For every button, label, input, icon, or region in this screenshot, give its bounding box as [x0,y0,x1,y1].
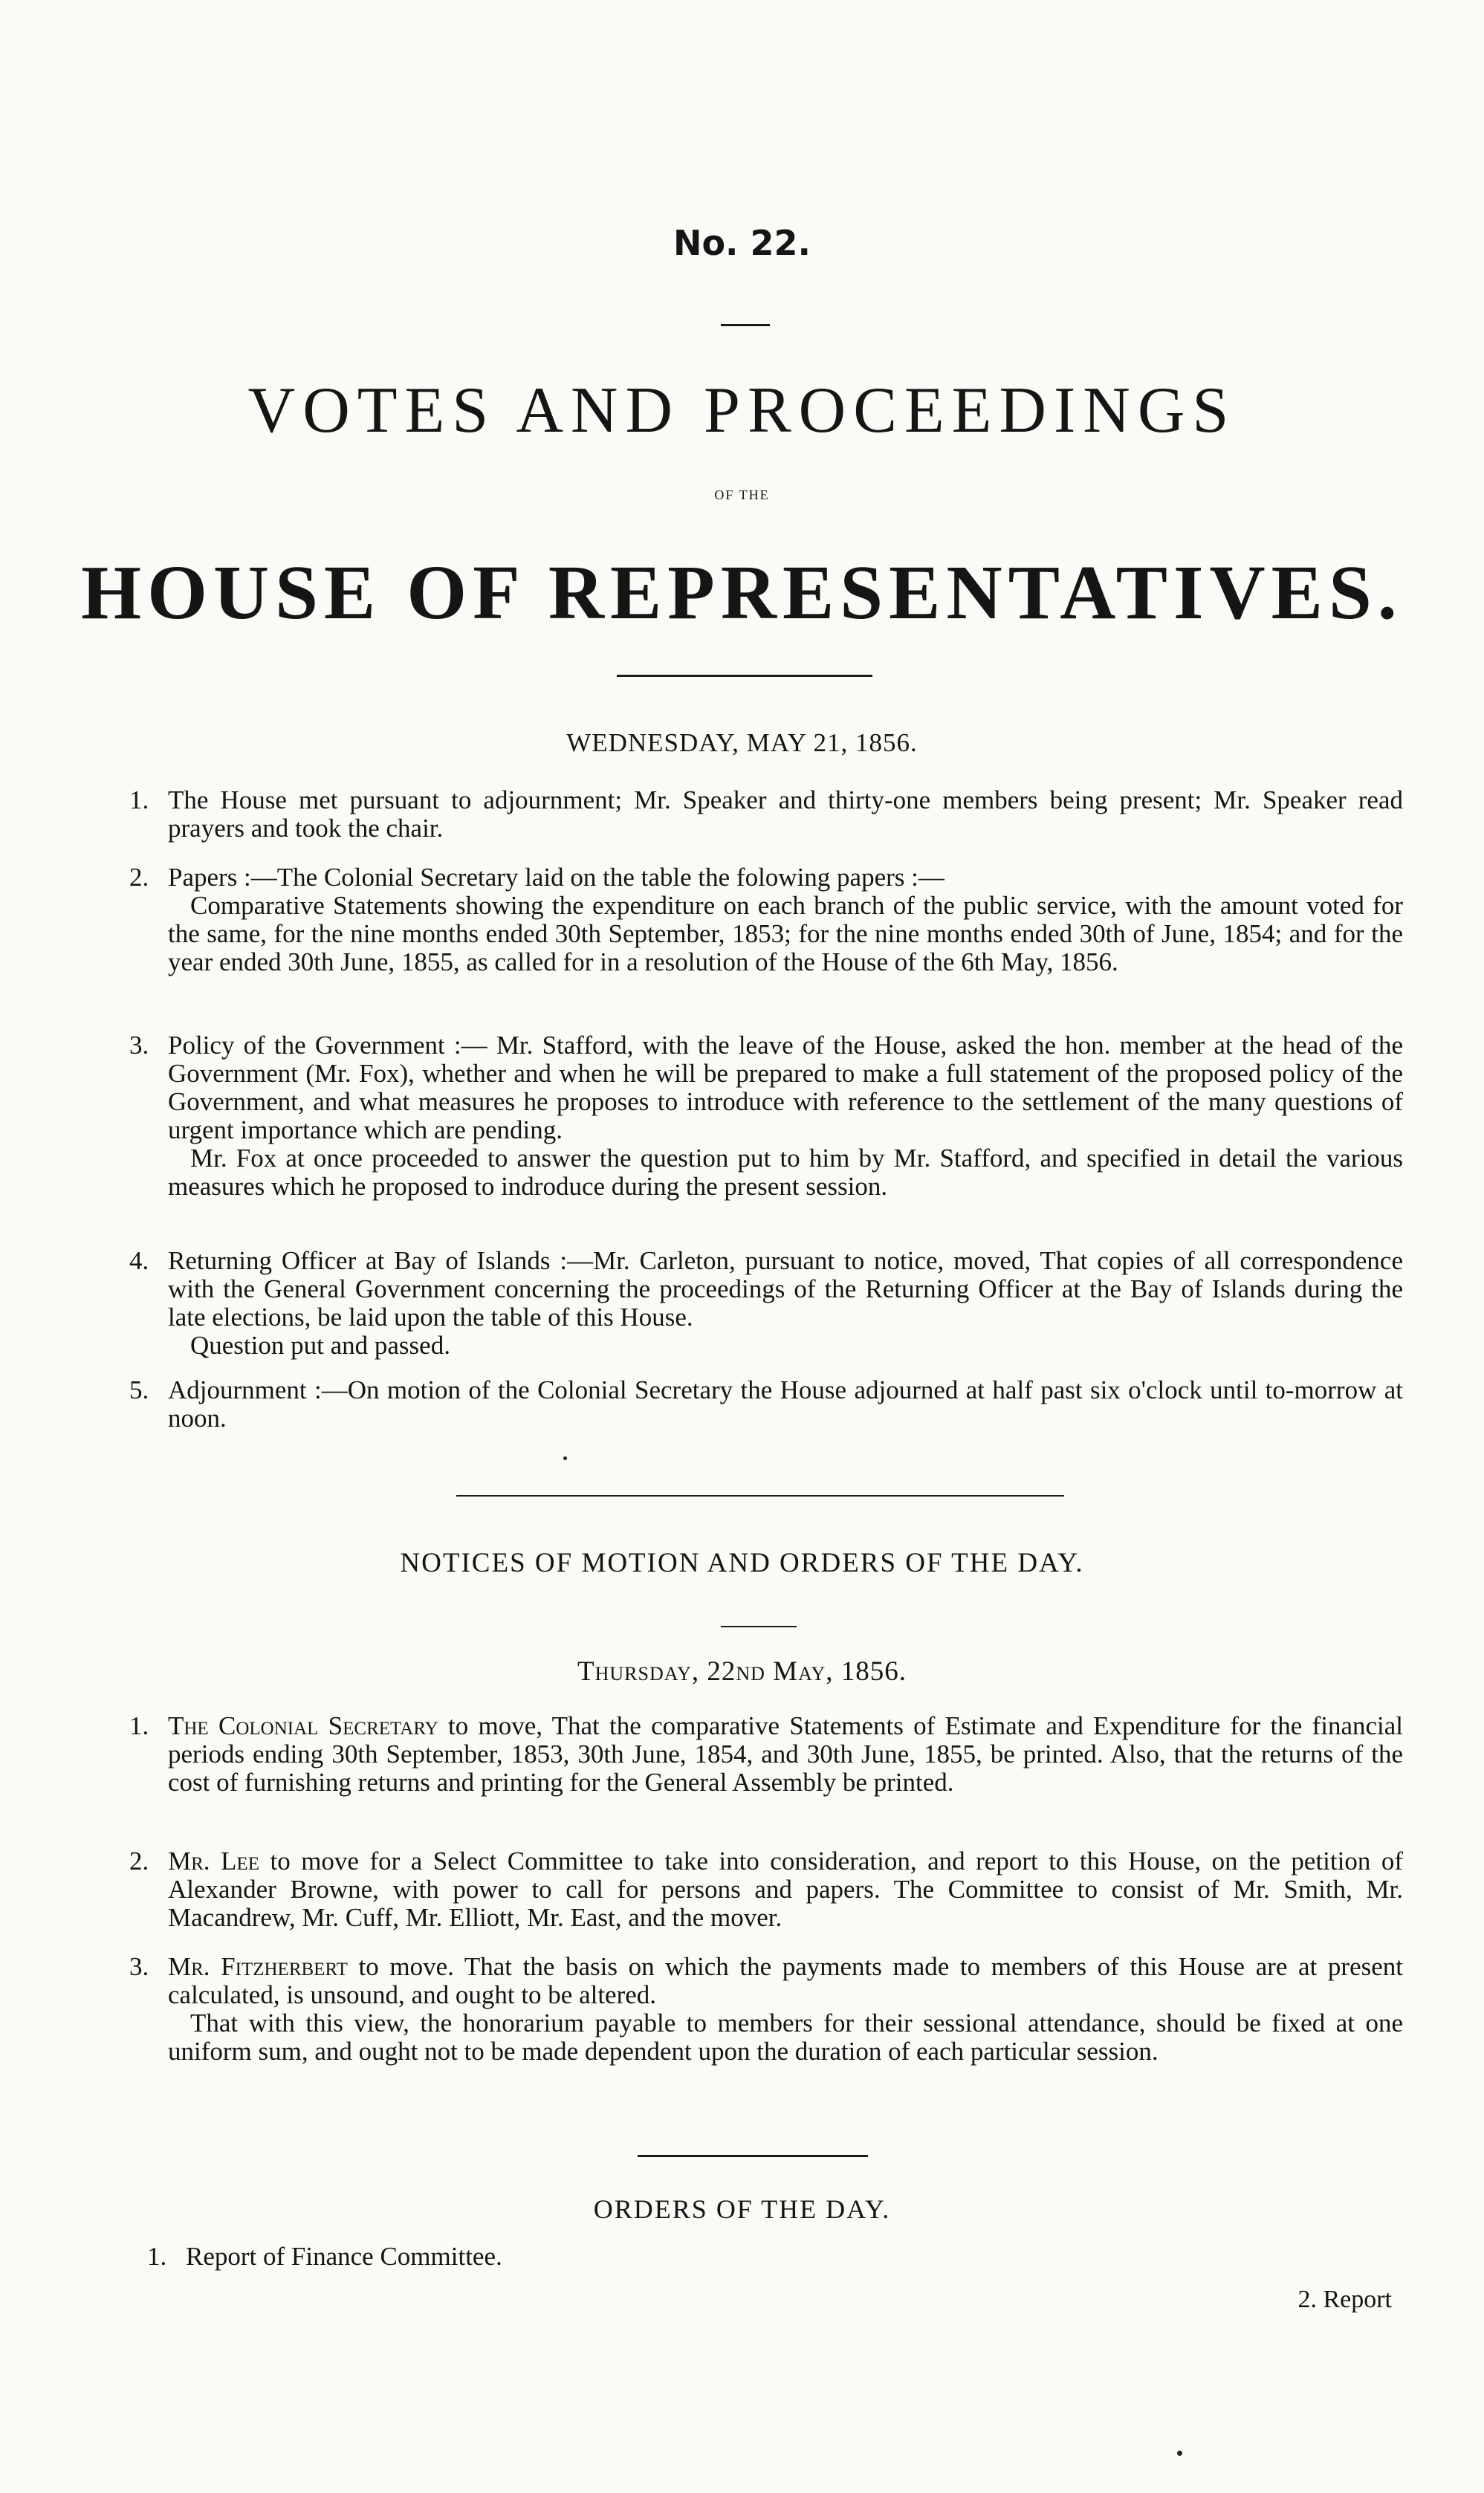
notice-3-body: to move. That the basis on which the payments made to members of this House are at present calculated, is unsound, and ought to be altered. [168,1952,1403,2009]
proceeding-4-text: Returning Officer at Bay of Islands :—Mr. Carleton, pursuant to notice, moved, That copies of all correspondence with the General Government concerning the proceedings of the Returning Officer at the Bay of Islands during the late elections, be laid upon the table of this House. [168,1246,1403,1332]
paper-number: No. 22. [673,223,811,263]
notice-3-text [168,1953,1403,2009]
scan-speck [563,1456,567,1460]
notice-2-text [168,1847,1403,1932]
proceeding-2-number: 2. [129,863,149,892]
scan-speck [1177,2451,1182,2456]
proceeding-4 [129,1246,1403,1360]
proceeding-3-text: Policy of the Government :— Mr. Stafford, with the leave of the House, asked the hon. member at the head of the Government (Mr. Fox), whether and when he will be prepared to make a full statement of the proposed policy of the Government, and what measures he proposes to introduce with reference to the settlement of the many questions of urgent importance which are pending. [168,1031,1403,1144]
notice-2-mover: Mr. Lee [168,1847,259,1876]
notice-3-mover: Mr. Fitzherbert [168,1952,348,1981]
title-house-of-representatives: HOUSE OF REPRESENTATIVES. [81,550,1403,635]
notice-2-body: to move for a Select Committee to take into consideration, and report to this House, on the petition of Alexander Browne, with power to call for persons and papers. The Committee to consist of Mr. Smith, Mr. Macandrew, Mr. Cuff, Mr. Elliott, Mr. East, and the mover. [168,1847,1403,1932]
title-of-the: OF THE [714,487,770,502]
proceeding-4-continuation: Question put and passed. [190,1331,450,1360]
orders-heading: ORDERS OF THE DAY. [593,2194,891,2224]
notice-3-continuation: That with this view, the honorarium payable to members for their sessional attendance, should be fixed at one uniform sum, and ought not to be made dependent upon the duration of each particular session. [168,2009,1403,2066]
notices-date: Thursday, 22nd May, 1856. [577,1656,907,1687]
notice-2 [129,1847,1403,1932]
orders-rule [638,2155,868,2157]
notices-heading: NOTICES OF MOTION AND ORDERS OF THE DAY. [400,1548,1084,1578]
notices-rule [721,1626,797,1627]
order-1 [147,2242,855,2271]
notice-3-number: 3. [129,1952,149,1981]
proceeding-2-continuation: Comparative Statements showing the expenditure on each branch of the public service, with the amount voted for the same, for the nine months ended 30th September, 1853; for the nine months ended 30th of June, 1854; and for the year ended 30th June, 1855, as called for in a resolution of the House of the 6th May, 1856. [168,891,1403,976]
order-1-text: Report of Finance Committee. [186,2242,502,2271]
order-1-number: 1. [147,2242,167,2271]
notice-3 [129,1952,1403,2066]
proceeding-5-number: 5. [129,1375,149,1404]
proceeding-2-text: Papers :—The Colonial Secretary laid on the table the folowing papers :— [168,863,944,892]
notice-1-body: to move, That the comparative Statements of Estimate and Expenditure for the financial periods ending 30th September, 1853, 30th June, 1854, and 30th June, 1855, be printed. Also, that the returns of the cost of furnishing returns and printing for the General Assembly be printed. [168,1711,1403,1797]
proceeding-4-number: 4. [129,1246,149,1275]
session-date: WEDNESDAY, MAY 21, 1856. [566,728,918,757]
notice-1 [129,1711,1403,1797]
title-rule [617,675,872,677]
proceeding-5-text: Adjournment :—On motion of the Colonial Secretary the House adjourned at half past six o'clock until to-morrow at noon. [168,1375,1403,1433]
proceeding-2 [129,863,1403,976]
proceeding-3-number: 3. [129,1031,149,1060]
proceeding-5 [129,1375,1403,1433]
notice-1-number: 1. [129,1711,149,1740]
proceeding-3 [129,1031,1403,1201]
proceeding-1-text: The House met pursuant to adjournment; Mr. Speaker and thirty-one members being present; Mr. Speaker read prayers and took the chair. [168,785,1403,843]
notice-2-number: 2. [129,1847,149,1876]
proceeding-1 [129,785,1403,843]
header-rule [721,324,770,326]
notice-1-text [168,1712,1403,1797]
notice-1-mover: The Colonial Secretary [168,1711,438,1740]
title-votes-proceedings: VOTES AND PROCEEDINGS [247,375,1237,447]
proceedings-end-rule [456,1495,1064,1497]
catchword: 2. Report [1297,2286,1392,2313]
proceeding-1-number: 1. [129,785,149,814]
proceeding-3-continuation: Mr. Fox at once proceeded to answer the question put to him by Mr. Stafford, and specified in detail the various measures which he proposed to indroduce during the present session. [168,1144,1403,1201]
